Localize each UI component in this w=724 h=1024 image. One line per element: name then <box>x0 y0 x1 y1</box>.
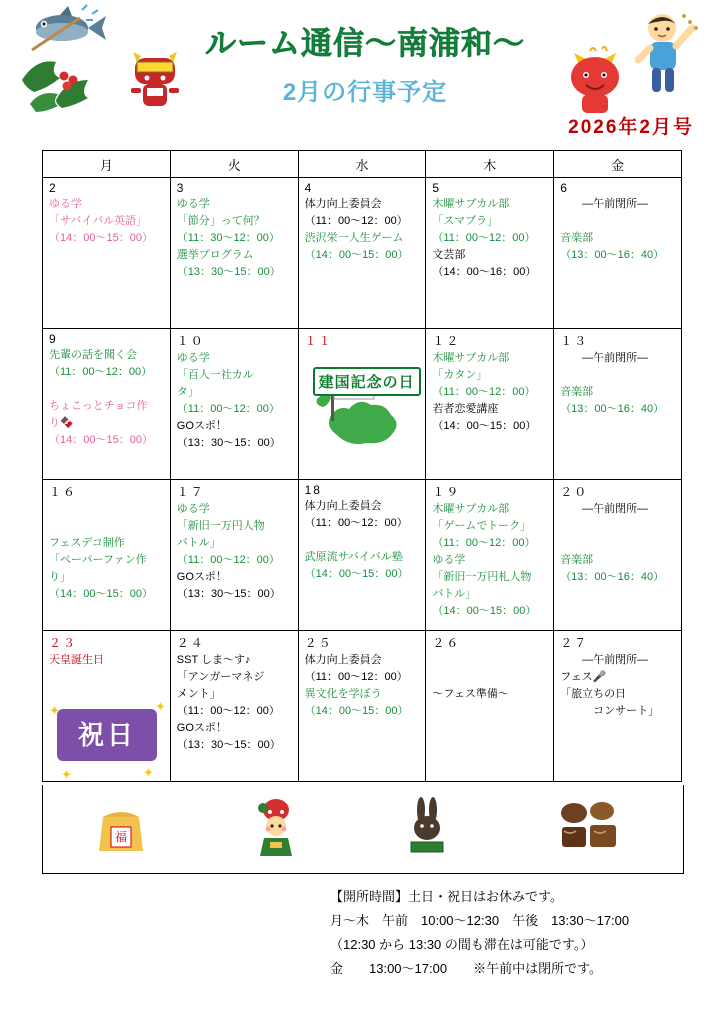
day-number: １１ <box>304 334 333 348</box>
calendar-day-cell[interactable] <box>170 480 298 631</box>
day-events <box>426 651 553 703</box>
weekday-header-wed: 水 <box>298 151 426 178</box>
event-line: り🍫 <box>49 417 74 430</box>
day-number: 2 <box>49 181 58 195</box>
event-line: （14：00〜15：00） <box>432 605 537 618</box>
calendar-day-cell[interactable] <box>426 329 554 480</box>
rabbit-icon <box>405 796 451 863</box>
event-line: SST しま〜す♪ <box>176 654 251 666</box>
calendar-day-cell[interactable] <box>43 329 171 480</box>
event-line: 「節分」って何？ <box>176 215 265 228</box>
day-number: １６ <box>49 485 78 499</box>
event-line: 「スマブラ」 <box>432 215 499 228</box>
event-line: バトル」 <box>432 588 477 601</box>
event-line: （11：00〜12：00） <box>304 215 408 228</box>
calendar-day-cell[interactable] <box>298 631 426 782</box>
weekday-header-mon: 月 <box>43 151 171 178</box>
day-number: ２３ <box>49 636 78 650</box>
weekday-header-fri: 金 <box>554 151 682 178</box>
event-line: （14：00〜15：00） <box>304 249 409 262</box>
issue-label: 2026年2月号 <box>568 117 694 138</box>
event-line: （14：00〜16：00） <box>432 266 537 279</box>
event-line: 木曜サブカル部 <box>432 503 510 515</box>
event-line: ゆる学 <box>49 198 82 210</box>
event-line: （14：00〜15：00） <box>304 705 409 718</box>
day-number: 3 <box>176 181 186 195</box>
event-line: （13：30〜15：00） <box>176 588 281 601</box>
event-line: 「旅立ちの日 <box>560 688 627 701</box>
event-line: 文芸部 <box>432 249 466 262</box>
event-line: ちょこっとチョコ作 <box>49 400 148 413</box>
spacer-line <box>49 518 165 535</box>
calendar-day-cell[interactable] <box>298 178 426 329</box>
spacer-line <box>560 535 676 552</box>
event-line: （11：00〜12：00） <box>432 537 536 550</box>
day-number: 5 <box>432 181 442 195</box>
day-events <box>43 346 170 449</box>
spacer-line <box>432 669 548 686</box>
event-line: 渋沢栄一人生ゲーム <box>304 232 404 245</box>
event-line: （11：00〜12：00） <box>432 232 536 245</box>
event-line: （13：00〜16：40） <box>560 249 665 262</box>
calendar-day-cell[interactable] <box>298 329 426 480</box>
event-line: （13：30〜15：00） <box>176 266 281 279</box>
weekday-header-tue: 火 <box>170 151 298 178</box>
day-events <box>299 459 426 460</box>
oni-girl-icon <box>250 796 302 863</box>
footer-line-3: （12:30 から 13:30 の間も滞在は可能です。） <box>330 937 594 953</box>
event-line: ―午前閉所― <box>560 503 649 515</box>
footer-line-4: 金 13:00〜17:00 ※午前中は閉所です。 <box>330 961 603 977</box>
day-number: 18 <box>304 483 322 497</box>
calendar-day-cell[interactable] <box>554 631 682 782</box>
calendar-table <box>42 150 682 782</box>
kenkoku-kinenbi-icon <box>299 349 426 459</box>
event-line: （11：00〜12：00） <box>432 386 536 399</box>
event-line: （11：00〜12：00） <box>176 554 280 567</box>
day-number: １２ <box>432 334 461 348</box>
calendar-day-cell[interactable] <box>426 178 554 329</box>
event-line: 異文化を学ぼう <box>304 688 382 701</box>
event-line: 音楽部 <box>560 386 594 399</box>
event-line: ―午前閉所― <box>560 352 649 364</box>
spacer-line <box>305 532 421 549</box>
calendar-day-cell[interactable] <box>43 178 171 329</box>
day-number: 6 <box>560 181 569 195</box>
event-line: （11：00〜12：00） <box>304 671 408 684</box>
spacer-line <box>432 652 548 669</box>
event-line: （11：00〜12：00） <box>176 705 280 718</box>
calendar-day-cell[interactable] <box>43 480 171 631</box>
day-events <box>554 349 681 418</box>
calendar-day-cell[interactable] <box>298 480 426 631</box>
event-line: （13：30〜15：00） <box>176 739 281 752</box>
day-events <box>171 651 298 754</box>
event-line: （14：00〜15：00） <box>304 568 409 581</box>
event-line: 木曜サブカル部 <box>432 198 510 210</box>
day-number: １７ <box>176 485 205 499</box>
spacer-line <box>560 213 676 230</box>
event-line: GOスポ！ <box>176 420 227 433</box>
day-events <box>171 349 298 452</box>
calendar-body <box>43 178 682 782</box>
day-events <box>43 500 170 603</box>
spacer-line <box>560 367 676 384</box>
day-number: ２４ <box>176 636 205 650</box>
kenkoku-label: 建国記念の日 <box>313 367 421 396</box>
event-line: ―午前閉所― <box>560 654 649 666</box>
holly-icon <box>10 46 130 116</box>
event-line: 「新旧一万円札人物 <box>432 571 532 584</box>
day-number: ２５ <box>304 636 333 650</box>
calendar-day-cell[interactable] <box>554 480 682 631</box>
event-line: 「カタン」 <box>432 369 488 382</box>
event-line: バトル」 <box>176 537 221 550</box>
fukubukuro-icon <box>95 797 147 862</box>
calendar-week-row <box>43 329 682 480</box>
event-line: 武原流サバイバル塾 <box>304 551 403 564</box>
calendar-week-row <box>43 178 682 329</box>
footer-line-2: 月〜木 午前 10:00〜12:30 午後 13:30〜17:00 <box>330 913 630 929</box>
event-line: 体力向上委員会 <box>304 500 382 512</box>
event-line: ゆる学 <box>176 503 210 515</box>
event-line: フェス🎤 <box>560 671 607 684</box>
event-line: （11：00〜12：00） <box>176 403 280 416</box>
calendar-day-cell[interactable] <box>170 178 298 329</box>
day-events <box>171 195 298 281</box>
event-line: ―午前閉所― <box>560 198 649 210</box>
event-line: 「ペーパーファン作 <box>49 554 147 567</box>
event-line: GOスポ！ <box>176 722 227 735</box>
footer-line-1: 【開所時間】土日・祝日はお休みです。 <box>330 889 563 904</box>
day-number: ２６ <box>432 636 461 650</box>
event-line: 音楽部 <box>560 232 594 245</box>
day-events <box>426 195 553 281</box>
footer-note <box>330 885 690 981</box>
day-number: １０ <box>176 334 205 348</box>
day-number: １３ <box>560 334 589 348</box>
day-number: １９ <box>432 485 461 499</box>
svg-text:福: 福 <box>114 829 127 844</box>
day-events <box>554 651 681 720</box>
shukujitsu-icon: 祝日 ✦ ✦ ✦ ✦ <box>49 699 166 783</box>
page-header <box>0 0 724 145</box>
event-line: 「サバイバル英語」 <box>49 215 148 228</box>
spacer-line <box>560 518 676 535</box>
event-line: メント」 <box>176 688 221 701</box>
boy-throwing-beans-icon <box>630 8 700 98</box>
event-line: （11：00〜12：00） <box>304 517 408 530</box>
day-events <box>43 651 170 669</box>
event-line: （14：00〜15：00） <box>49 232 153 245</box>
calendar-day-cell[interactable] <box>554 178 682 329</box>
day-number: 9 <box>49 332 58 346</box>
day-events <box>43 195 170 247</box>
event-line: ゆる学 <box>176 198 210 210</box>
event-line: （13：00〜16：40） <box>560 403 665 416</box>
event-line: 体力向上委員会 <box>304 654 382 666</box>
day-events <box>426 349 553 435</box>
event-line: 「百人一社カル <box>176 369 254 382</box>
calendar-header-row <box>43 151 682 178</box>
day-number: 4 <box>304 181 314 195</box>
event-line: 木曜サブカル部 <box>432 352 510 364</box>
illustration-band <box>42 785 684 874</box>
calendar-day-cell[interactable] <box>426 631 554 782</box>
calendar-day-cell[interactable] <box>170 329 298 480</box>
event-line: 「ゲームでトーク」 <box>432 520 532 533</box>
event-line: GOスポ！ <box>176 571 227 584</box>
day-events <box>426 500 553 620</box>
spacer-line <box>49 381 165 398</box>
event-line: （11：00〜12：00） <box>49 366 153 379</box>
event-line: ゆる学 <box>176 352 210 364</box>
calendar-day-cell[interactable] <box>426 480 554 631</box>
weekday-header-thu: 木 <box>426 151 554 178</box>
event-line: 先輩の話を聞く会 <box>49 349 137 361</box>
day-events <box>171 500 298 603</box>
day-events <box>299 497 426 583</box>
event-line: （13：00〜16：40） <box>560 571 665 584</box>
event-line: タ」 <box>176 386 199 399</box>
event-line: 音楽部 <box>560 554 594 567</box>
event-line: コンサート」 <box>560 705 660 718</box>
event-line: （14：00〜15：00） <box>49 434 153 447</box>
event-line: 若者恋愛講座 <box>432 403 499 416</box>
event-line: 「新旧一万円人物 <box>176 520 265 533</box>
chocolate-icon <box>554 797 632 862</box>
spacer-line <box>49 501 165 518</box>
event-line: フェスデコ制作 <box>49 537 125 550</box>
calendar-day-cell[interactable] <box>554 329 682 480</box>
calendar-week-row <box>43 631 682 782</box>
event-line: り」 <box>49 571 71 584</box>
day-events <box>554 195 681 264</box>
day-events <box>554 500 681 586</box>
event-line: 体力向上委員会 <box>304 198 382 210</box>
event-line: （14：00〜15：00） <box>49 588 153 601</box>
page-title: ルーム通信〜南浦和〜 <box>205 26 525 61</box>
day-events <box>299 195 426 264</box>
day-number: ２７ <box>560 636 589 650</box>
event-line: 選挙プログラム <box>176 249 254 262</box>
day-number: ２０ <box>560 485 589 499</box>
event-line: （14：00〜15：00） <box>432 420 537 433</box>
day-events <box>299 651 426 720</box>
event-line: （13：30〜15：00） <box>176 437 281 450</box>
event-line: 「アンガーマネジ <box>176 671 265 684</box>
event-line: 天皇誕生日 <box>49 654 104 666</box>
event-line: ゆる学 <box>432 554 466 567</box>
page-subtitle: 2月の行事予定 <box>282 79 448 106</box>
calendar-week-row <box>43 480 682 631</box>
event-line: （11：30〜12：00） <box>176 232 280 245</box>
event-line: 〜フェス準備〜 <box>432 688 509 701</box>
calendar-day-cell[interactable] <box>170 631 298 782</box>
calendar-day-cell[interactable] <box>43 631 171 782</box>
